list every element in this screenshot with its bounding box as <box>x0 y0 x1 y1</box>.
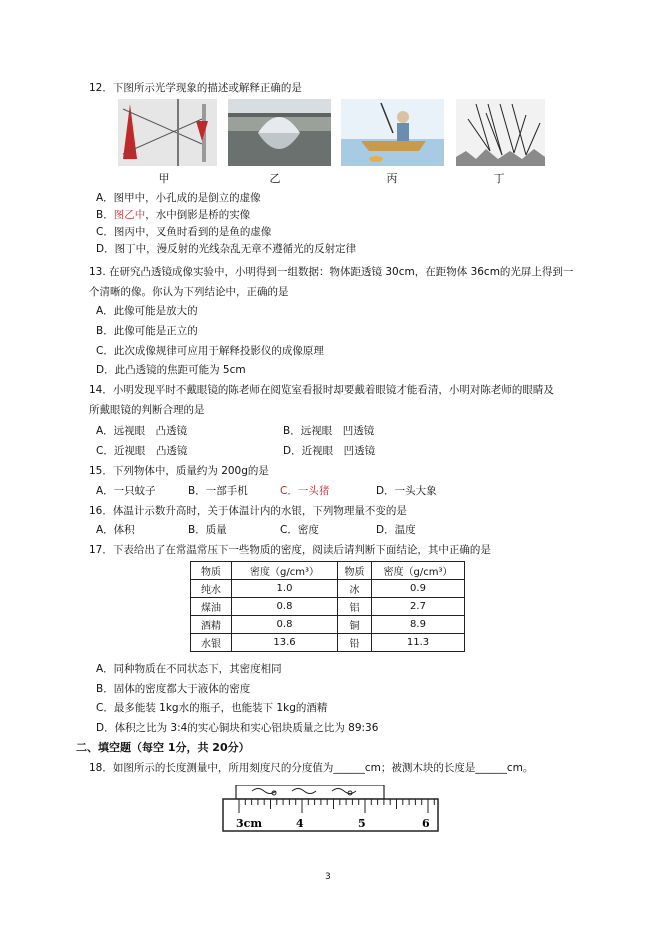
q17-option-b: B．固体的密度都大于液体的密度 <box>96 683 251 695</box>
q15-option-c: C．一头猪 <box>280 485 330 497</box>
caption-yi: 乙 <box>269 172 281 185</box>
q12-option-c: C．图丙中，叉鱼时看到的是鱼的虚像 <box>96 226 272 238</box>
q16-option-c: C．密度 <box>280 524 319 536</box>
q12-option-b-prefix: B． <box>96 209 114 221</box>
table-cell: 13.6 <box>232 634 338 652</box>
q13-option-b: B．此像可能是正立的 <box>96 325 198 337</box>
figure-ding-diffuse-reflection <box>456 99 545 166</box>
table-row <box>191 580 465 598</box>
table-header-cell: 物质 <box>338 562 372 580</box>
caption-jia: 甲 <box>158 172 170 185</box>
table-header-cell: 密度（g/cm³） <box>232 562 338 580</box>
q16-stem: 16．体温计示数升高时，关于体温计内的水银，下列物理量不变的是 <box>89 505 407 517</box>
table-cell: 2.7 <box>372 598 465 616</box>
q17-option-c: C．最多能装 1kg水的瓶子，也能装下 1kg的酒精 <box>96 702 328 714</box>
q14-option-b: B．远视眼 凹透镜 <box>283 425 375 437</box>
q12-option-b-highlight: 图乙中 <box>113 209 146 221</box>
ruler-label-5: 5 <box>358 817 366 830</box>
table-cell: 铅 <box>338 634 372 652</box>
table-cell: 0.8 <box>232 598 338 616</box>
table-cell: 0.8 <box>232 616 338 634</box>
q16-option-d: D．温度 <box>376 524 416 536</box>
table-row <box>191 634 465 652</box>
figure-bing-fishing <box>341 99 444 166</box>
q14-option-d: D．近视眼 凹透镜 <box>283 445 376 457</box>
table-row <box>191 616 465 634</box>
figure-jia-pinhole <box>118 99 217 166</box>
ruler-label-6: 6 <box>422 817 430 830</box>
table-cell: 11.3 <box>372 634 465 652</box>
table-cell: 铝 <box>338 598 372 616</box>
ruler-figure <box>222 785 442 833</box>
q13-option-c: C．此次成像规律可应用于解释投影仪的成像原理 <box>96 345 324 357</box>
table-cell: 1.0 <box>232 580 338 598</box>
density-table <box>190 561 465 652</box>
table-cell: 冰 <box>338 580 372 598</box>
ruler-label-4: 4 <box>296 817 304 830</box>
q12-stem: 12．下图所示光学现象的描述或解释正确的是 <box>89 82 302 94</box>
q15-stem: 15．下列物体中，质量约为 200g的是 <box>89 465 269 477</box>
q12-option-b-rest: ，水中倒影是桥的实像 <box>145 209 251 221</box>
table-cell: 酒精 <box>191 616 232 634</box>
q12-option-d: D．图丁中，漫反射的光线杂乱无章不遵循光的反射定律 <box>96 243 357 255</box>
q12-option-b <box>96 208 250 222</box>
q14-option-c: C．近视眼 凸透镜 <box>96 445 188 457</box>
q16-option-b: B．质量 <box>188 524 227 536</box>
q15-option-b: B．一部手机 <box>188 485 248 497</box>
section-title: 二、填空题（每空 1分，共 20分） <box>76 741 250 754</box>
table-cell: 8.9 <box>372 616 465 634</box>
table-cell: 铜 <box>338 616 372 634</box>
q12-option-a: A．图甲中，小孔成的是倒立的虚像 <box>96 192 261 204</box>
q17-option-d: D．体积之比为 3:4的实心铜块和实心铝块质量之比为 89:36 <box>96 722 379 734</box>
q14-option-a: A．远视眼 凸透镜 <box>96 425 188 437</box>
q15-option-a: A．一只蚊子 <box>96 485 156 497</box>
ruler-label-3cm: 3cm <box>236 817 262 830</box>
table-header-cell: 密度（g/cm³） <box>372 562 465 580</box>
table-cell: 煤油 <box>191 598 232 616</box>
q17-option-a: A．同种物质在不同状态下，其密度相同 <box>96 663 282 675</box>
caption-ding: 丁 <box>493 172 505 185</box>
table-row <box>191 598 465 616</box>
q15-option-d: D．一头大象 <box>376 485 437 497</box>
table-header-row <box>191 562 465 580</box>
page-number: 3 <box>325 872 331 882</box>
q17-stem: 17．下表给出了在常温常压下一些物质的密度，阅读后请判断下面结论，其中正确的是 <box>89 544 491 556</box>
q13-stem-line1: 13. 在研究凸透镜成像实验中，小明得到一组数据：物体距透镜 30cm，在距物体 36cm的光屏上得到一 <box>89 266 574 278</box>
q16-option-a: A．体积 <box>96 524 135 536</box>
q18-stem: 18．如图所示的长度测量中，所用刻度尺的分度值为______cm；被测木块的长度是______cm。 <box>89 762 534 774</box>
caption-bing: 丙 <box>386 172 398 185</box>
q14-stem-line2: 所戴眼镜的判断合理的是 <box>89 404 205 416</box>
ruler-svg <box>222 785 442 833</box>
table-cell: 纯水 <box>191 580 232 598</box>
q13-stem-line2: 个清晰的像。你认为下列结论中，正确的是 <box>89 286 289 298</box>
table-cell: 水银 <box>191 634 232 652</box>
table-header-cell: 物质 <box>191 562 232 580</box>
q14-stem-line1: 14．小明发现平时不戴眼镜的陈老师在阅览室看报时却要戴着眼镜才能看清，小明对陈老师的眼睛及 <box>89 384 554 396</box>
q13-option-d: D．此凸透镜的焦距可能为 5cm <box>96 364 246 376</box>
q13-option-a: A．此像可能是放大的 <box>96 305 198 317</box>
figure-yi-bridge <box>228 99 331 166</box>
table-cell: 0.9 <box>372 580 465 598</box>
